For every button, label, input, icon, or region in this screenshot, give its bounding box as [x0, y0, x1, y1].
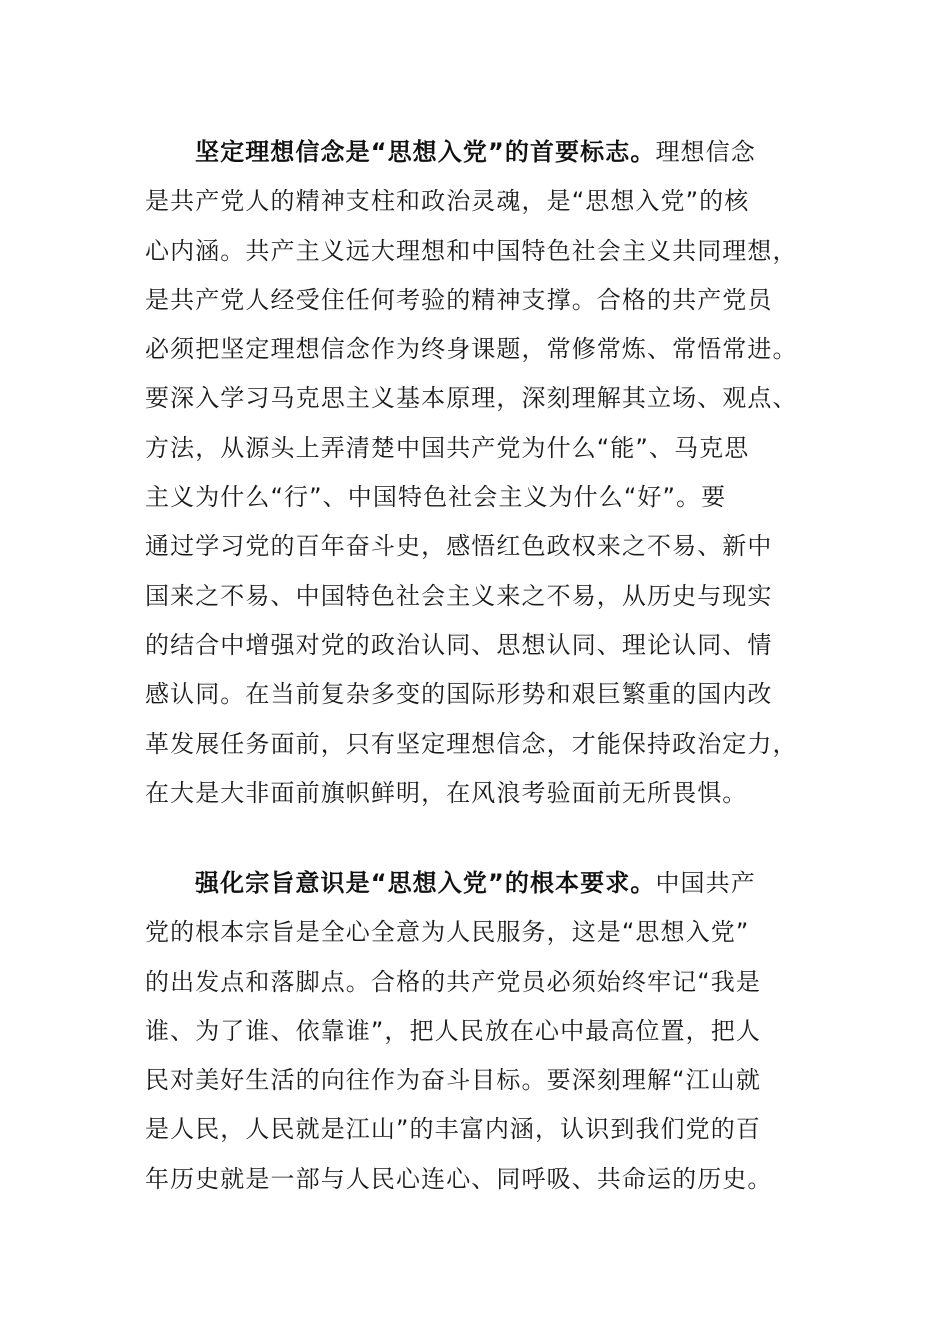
paragraph-ideals-and-beliefs	[145, 128, 805, 818]
paragraph-first-line	[145, 128, 805, 177]
paragraph-text-line: 谁、为了谁、依靠谁”，把人民放在心中最高位置，把人	[145, 1016, 761, 1045]
paragraph-text-line: 在大是大非面前旗帜鲜明，在风浪考验面前无所畏惧。	[145, 778, 748, 807]
paragraph-text-line: 党的根本宗旨是全心全意为人民服务，这是“思想入党”	[145, 918, 750, 947]
paragraph-text-line: 民对美好生活的向往作为奋斗目标。要深刻理解“江山就	[145, 1066, 761, 1095]
paragraph-text-line: 主义为什么“行”、中国特色社会主义为什么“好”。要	[145, 483, 727, 512]
paragraph-text-line: 是共产党人经受住任何考验的精神支撑。合格的共产党员	[145, 285, 773, 314]
paragraph-text-line: 是共产党人的精神支柱和政治灵魂，是“思想入党”的核	[145, 187, 750, 216]
paragraph-purpose-awareness	[145, 859, 805, 1204]
paragraph-text-line: 的出发点和落脚点。合格的共产党员必须始终牢记“我是	[145, 967, 761, 996]
paragraph-text-line: 理想信念	[655, 138, 756, 166]
paragraph-text-line: 国来之不易、中国特色社会主义来之不易，从历史与现实	[145, 581, 773, 610]
paragraph-lead-heading: 坚定理想信念是“思想入党”的首要标志。	[195, 138, 656, 166]
paragraph-text-line: 心内涵。共产主义远大理想和中国特色社会主义共同理想，	[145, 236, 798, 265]
paragraph-text-line: 的结合中增强对党的政治认同、思想认同、理论认同、情	[145, 630, 773, 659]
paragraph-text-line: 方法，从源头上弄清楚中国共产党为什么“能”、马克思	[145, 433, 750, 462]
paragraph-text-line: 革发展任务面前，只有坚定理想信念，才能保持政治定力，	[145, 729, 798, 758]
paragraph-text-line: 通过学习党的百年奋斗史，感悟红色政权来之不易、新中	[145, 532, 773, 561]
paragraph-text-line: 年历史就是一部与人民心连心、同呼吸、共命运的历史。	[145, 1164, 773, 1193]
paragraph-lead-heading: 强化宗旨意识是“思想入党”的根本要求。	[195, 869, 656, 897]
paragraph-text-line: 感认同。在当前复杂多变的国际形势和艰巨繁重的国内改	[145, 680, 773, 709]
paragraph-text-line: 必须把坚定理想信念作为终身课题，常修常炼、常悟常进。	[145, 335, 798, 364]
paragraph-text-line: 要深入学习马克思主义基本原理，深刻理解其立场、观点、	[145, 384, 798, 413]
paragraph-first-line	[145, 859, 805, 908]
paragraph-text-line: 是人民，人民就是江山”的丰富内涵，认识到我们党的百	[145, 1115, 761, 1144]
paragraph-text-line: 中国共产	[655, 869, 756, 897]
